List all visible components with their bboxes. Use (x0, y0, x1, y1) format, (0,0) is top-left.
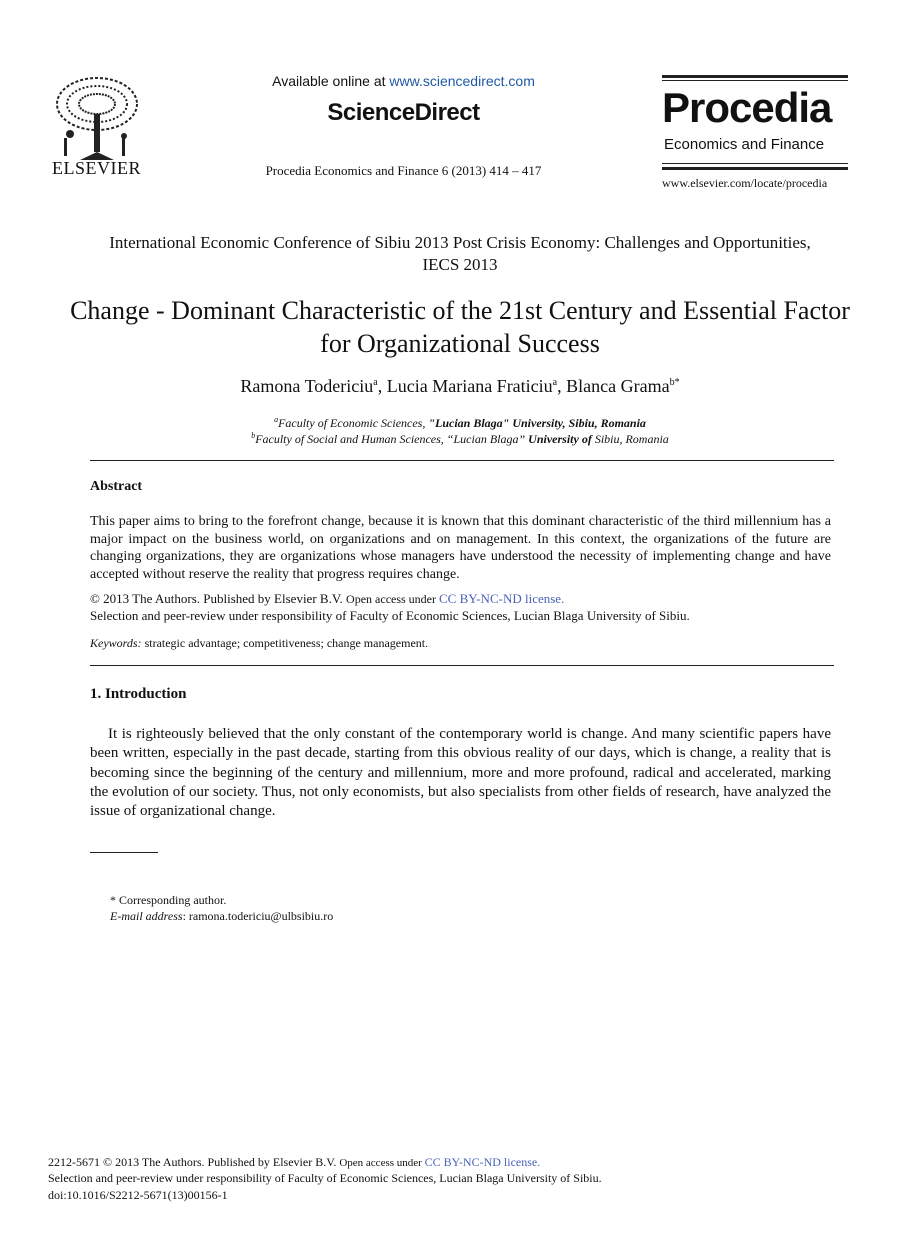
affiliation (90, 431, 830, 447)
peer-review-statement: Selection and peer-review under responsibility of Faculty of Economic Sciences, Lucian Blaga University of Sibiu. (90, 608, 690, 623)
journal-citation: Procedia Economics and Finance 6 (2013) 414 – 417 (265, 163, 542, 178)
corresponding-author-note: * Corresponding author. (110, 893, 227, 907)
footer-copyright (48, 1155, 540, 1170)
affiliation-pre: Faculty of Economic Sciences, (278, 416, 429, 430)
paper-title: Change - Dominant Characteristic of the 21st Century and Essential Factor for Organizational Success (70, 296, 850, 358)
procedia-rule (662, 75, 848, 78)
affiliation-pre: Faculty of Social and Human Sciences, “Lucian Blaga” (255, 432, 529, 446)
procedia-rule (662, 167, 848, 170)
section-heading: 1. Introduction (90, 686, 187, 702)
author-sup: a (552, 377, 558, 388)
author-sup: a (373, 377, 378, 388)
email-address: : ramona.todericiu@ulbsibiu.ro (182, 909, 334, 923)
abstract-heading: Abstract (90, 479, 143, 494)
sciencedirect-brand: ScienceDirect (327, 99, 480, 126)
journal-url[interactable]: www.elsevier.com/locate/procedia (662, 176, 828, 190)
affiliation (90, 415, 830, 431)
available-online (200, 73, 607, 89)
license-link[interactable]: CC BY-NC-ND license. (439, 591, 565, 606)
affiliation-sup: b (251, 431, 256, 440)
keywords-list: strategic advantage; competitiveness; change management. (141, 636, 429, 650)
author-name: Blanca Grama (566, 376, 670, 396)
abstract-text: This paper aims to bring to the forefront change, because it is known that this dominant characteristic of the third millennium has a major impact on the business world, on organizations and on management. In this context, the organizations of the future are changing organizations, they are organizations whose managers have understood the necessity of implementing change and have accepted without reserve the reality that progress requires change. (90, 514, 831, 583)
copyright-text: © 2013 The Authors. Published by Elsevier B.V. (90, 591, 347, 606)
affiliation-bold: University of (528, 432, 595, 446)
available-prefix: Available online at (272, 73, 390, 89)
copyright-line (90, 591, 564, 607)
section-divider (90, 460, 834, 461)
keywords (90, 636, 428, 651)
footnote-rule (90, 852, 158, 853)
email-note (110, 909, 333, 924)
sciencedirect-link[interactable]: www.sciencedirect.com (389, 73, 535, 89)
procedia-rule (662, 163, 848, 164)
procedia-subtitle: Economics and Finance (664, 136, 825, 153)
footer-open-access: Open access under (339, 1157, 425, 1169)
section-divider (90, 665, 834, 666)
author-list: Ramona Todericiu$^a$, Lucia Mariana Fraticiu$^a$, Blanca Grama$^{b*}$ (240, 376, 680, 396)
author-sup: b* (669, 377, 680, 388)
affiliation-sup: a (274, 415, 279, 424)
footer-doi: doi:10.1016/S2212-5671(13)00156-1 (48, 1188, 228, 1202)
conference-name: International Economic Conference of Sibiu 2013 Post Crisis Economy: Challenges and Opportunities, IECS 2013 (109, 233, 811, 274)
email-label: E-mail address (110, 909, 183, 923)
procedia-rule (662, 80, 848, 81)
open-access-text: Open access under (346, 592, 440, 606)
footer-license-link[interactable]: CC BY-NC-ND license. (424, 1155, 541, 1169)
keywords-label: Keywords: (90, 636, 142, 650)
footer-peer-review: Selection and peer-review under responsibility of Faculty of Economic Sciences, Lucian Blaga University of Sibiu. (48, 1171, 602, 1185)
publisher-name: ELSEVIER (52, 158, 141, 178)
author-name: Lucia Mariana Fraticiu (386, 376, 553, 396)
procedia-logo: Procedia (662, 84, 832, 131)
affiliation-post: Sibiu, Romania (594, 432, 669, 446)
footer-copyright-text: 2212-5671 © 2013 The Authors. Published by Elsevier B.V. (48, 1155, 340, 1169)
author-name: Ramona Todericiu (240, 376, 374, 396)
affiliation-bold: "Lucian Blaga" University, Sibiu, Romania (428, 416, 646, 430)
introduction-text: It is righteously believed that the only constant of the contemporary world is change. And many scientific papers have been written, especially in the past decade, starting from this obvious reality of our days, which is change, a reality that is becoming since the beginning of the century and millennium, more and more profound, radical and accelerated, marking the evolution of our society. Thus, not only economists, but also specialists from other fields of research, have analyzed the issue of organizational change. (90, 726, 831, 820)
